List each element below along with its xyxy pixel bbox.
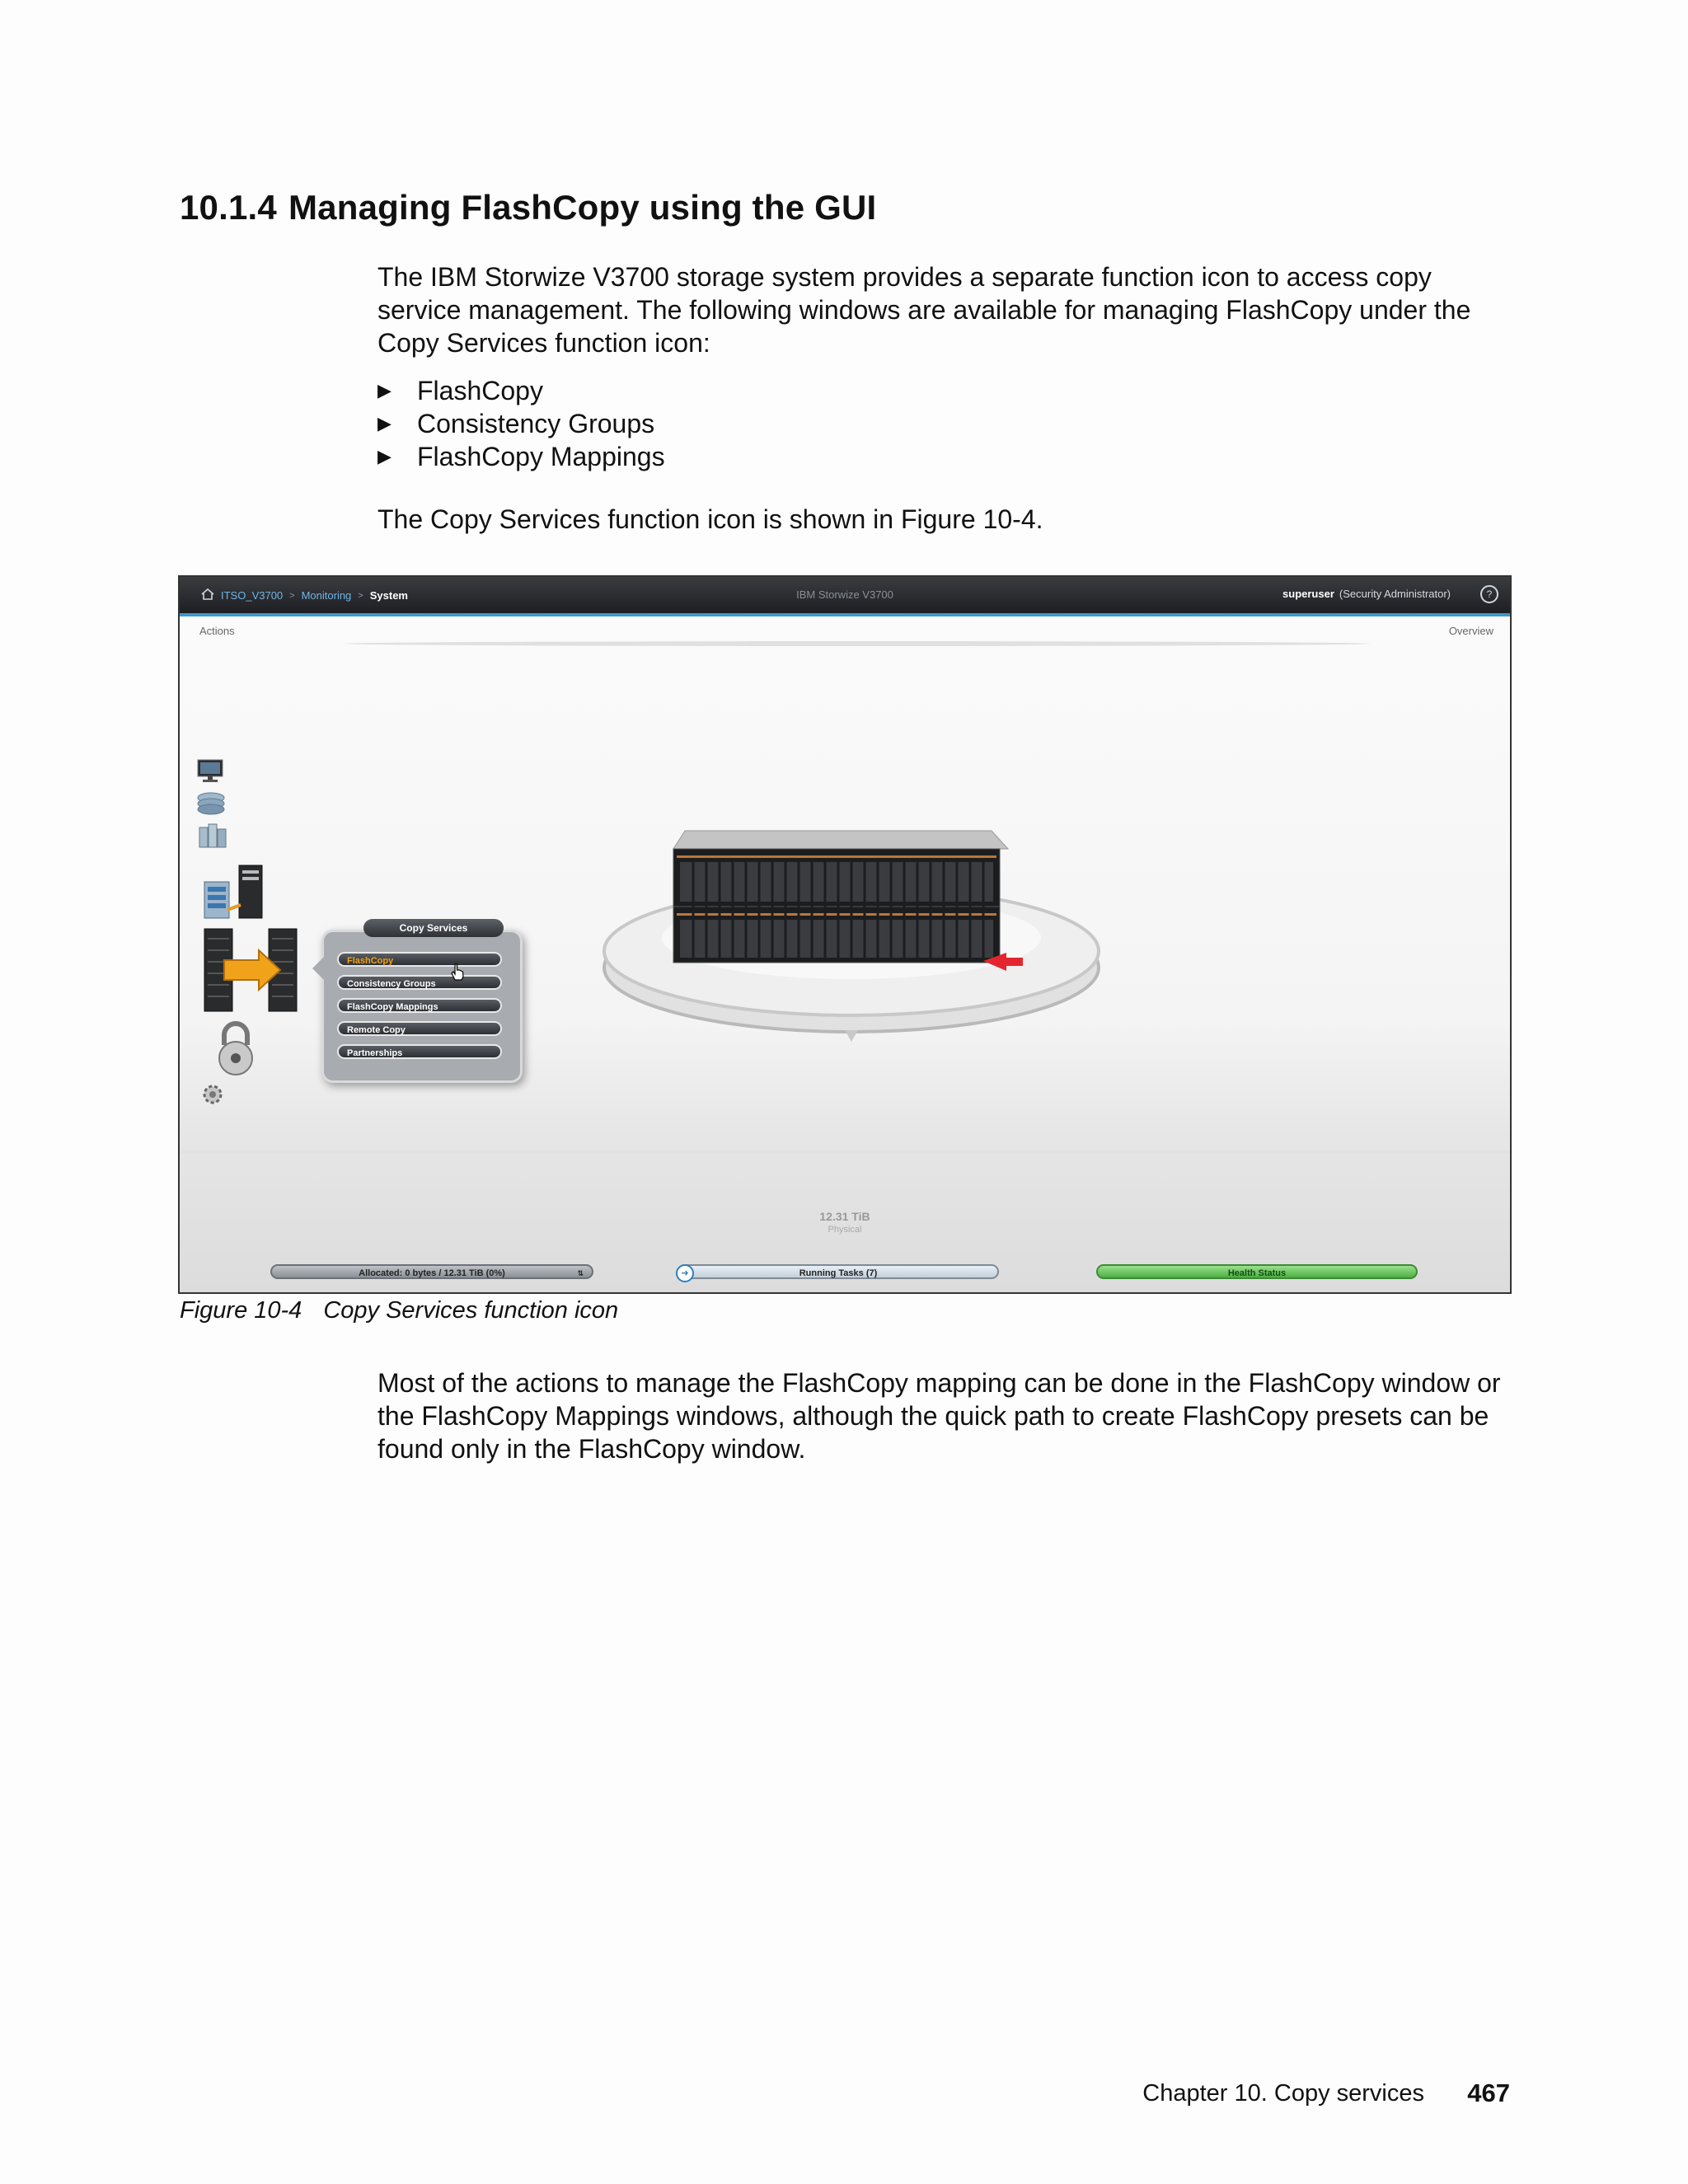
settings-gear-icon[interactable] [198, 1080, 227, 1113]
running-tasks-bar[interactable] [678, 1264, 999, 1279]
monitoring-icon[interactable] [195, 758, 227, 787]
triangle-bullet-icon: ▶ [377, 380, 392, 401]
triangle-bullet-icon: ▶ [377, 446, 392, 466]
intro-paragraph: The IBM Storwize V3700 storage system provides a separate function icon to access copy service management. The following windows are available for managing FlashCopy under the Copy Services function icon: [377, 262, 1471, 358]
breadcrumb-current: System [369, 589, 408, 602]
list-item [377, 407, 665, 440]
figure-reference-paragraph: The Copy Services function icon is shown in Figure 10-4. [377, 504, 1043, 534]
closing-paragraph: Most of the actions to manage the FlashCopy mapping can be done in the FlashCopy window or the FlashCopy Mappings windows, although the quick path to create FlashCopy presets can be found only in the FlashCopy window. [377, 1368, 1501, 1464]
list-item-text: Consistency Groups [417, 409, 655, 438]
overview-link[interactable]: Overview [1448, 625, 1493, 637]
running-tasks-icon: ➜ [676, 1264, 694, 1282]
gui-user-info[interactable] [1282, 588, 1451, 600]
figure-caption-number: Figure 10-4 [180, 1297, 302, 1324]
allocated-capacity-bar[interactable] [270, 1264, 593, 1279]
capacity-label: Physical [828, 1225, 862, 1235]
running-tasks-text: Running Tasks (7) [799, 1268, 878, 1278]
menu-item-consistency-groups[interactable]: Consistency Groups [337, 975, 502, 990]
bullet-list [377, 374, 665, 473]
figure-screenshot [178, 575, 1512, 1294]
section-heading [180, 188, 876, 227]
toggle-arrows-icon[interactable]: ⇅ [577, 1269, 584, 1277]
figure-caption-text: Copy Services function icon [323, 1297, 619, 1324]
help-icon[interactable]: ? [1480, 585, 1498, 603]
gui-username: superuser [1282, 588, 1334, 600]
breadcrumb-separator: > [358, 590, 363, 601]
stage-horizon-line [345, 641, 1370, 646]
section-title: Managing FlashCopy using the GUI [288, 188, 877, 227]
actions-menu[interactable]: Actions [199, 625, 235, 637]
stage-floor-line [180, 1151, 1510, 1154]
footer-chapter-title: Chapter 10. Copy services [1142, 2080, 1424, 2107]
copy-services-menu-title: Copy Services [363, 919, 504, 937]
list-item [377, 374, 665, 407]
list-item-text: FlashCopy Mappings [417, 442, 665, 471]
gui-app-title: IBM Storwize V3700 [796, 588, 893, 601]
access-lock-icon[interactable] [213, 1020, 259, 1082]
page-number: 467 [1467, 2079, 1510, 2107]
pools-icon[interactable] [195, 791, 227, 820]
list-item [377, 440, 665, 473]
capacity-value: 12.31 TiB [819, 1210, 870, 1223]
section-number: 10.1.4 [180, 188, 277, 227]
menu-item-flashcopy[interactable]: FlashCopy [337, 952, 502, 967]
copy-services-menu [321, 922, 523, 1083]
menu-item-remote-copy[interactable]: Remote Copy [337, 1021, 502, 1036]
volumes-icon[interactable] [198, 823, 227, 853]
gui-user-role: (Security Administrator) [1339, 588, 1451, 600]
copy-services-menu-items [337, 952, 502, 1067]
menu-item-partnerships[interactable]: Partnerships [337, 1044, 502, 1059]
menu-item-flashcopy-mappings[interactable]: FlashCopy Mappings [337, 998, 502, 1013]
hosts-icon[interactable] [203, 864, 269, 926]
storage-enclosure-image[interactable] [596, 814, 1107, 1066]
health-status-bar[interactable] [1096, 1264, 1418, 1279]
breadcrumb-separator: > [289, 590, 295, 601]
breadcrumb-system-name[interactable]: ITSO_V3700 [221, 589, 284, 602]
copy-services-icon[interactable] [201, 926, 300, 1020]
hand-cursor-icon [449, 962, 466, 986]
menu-pointer [312, 957, 324, 980]
gui-system-view [180, 616, 1510, 1292]
breadcrumb-monitoring[interactable]: Monitoring [301, 589, 352, 602]
triangle-bullet-icon: ▶ [377, 413, 392, 434]
health-status-text: Health Status [1227, 1268, 1287, 1278]
allocated-capacity-text: Allocated: 0 bytes / 12.31 TiB (0%) [359, 1268, 505, 1278]
gui-top-bar [180, 577, 1510, 616]
figure-caption [180, 1297, 618, 1324]
list-item-text: FlashCopy [417, 376, 543, 405]
